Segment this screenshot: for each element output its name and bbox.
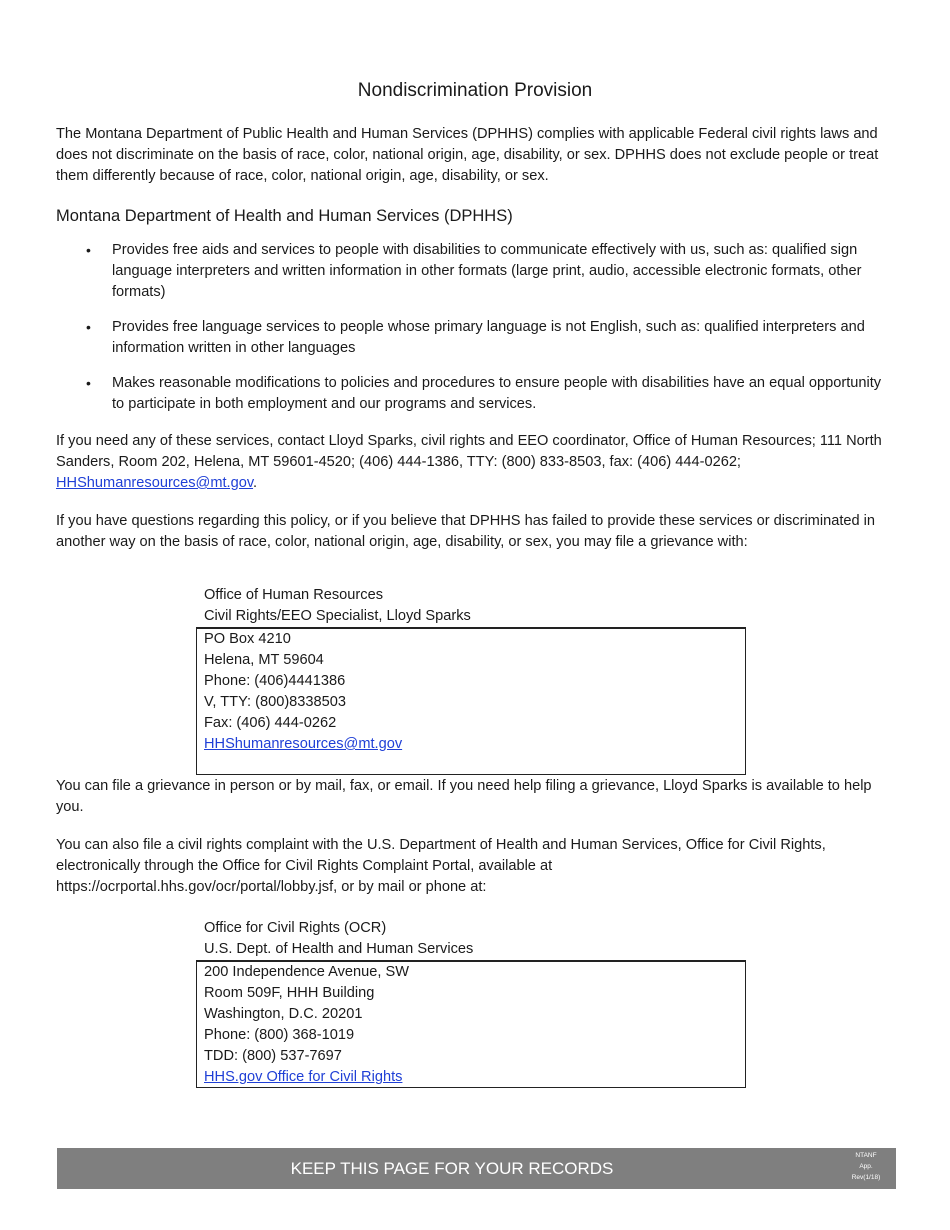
ocr-office-address-box bbox=[196, 960, 746, 1088]
tdd-line: TDD: (800) 537-7697 bbox=[204, 1048, 342, 1064]
file-grievance-paragraph: You can file a grievance in person or by mail, fax, or email. If you need help filing a grievance, Lloyd Sparks is available to help you. bbox=[56, 778, 872, 815]
address-line: Room 509F, HHH Building bbox=[204, 985, 375, 1001]
footer-banner bbox=[57, 1148, 896, 1189]
hr-office-header bbox=[204, 585, 471, 627]
ocr-office-header bbox=[204, 918, 473, 960]
list-item-text: Makes reasonable modifications to policies and procedures to ensure people with disabilities have an equal opportunity to participate in both employment and our programs and services. bbox=[112, 375, 882, 412]
form-code-line: Rev(1/18) bbox=[851, 1174, 881, 1181]
contact-period: . bbox=[253, 475, 258, 491]
fax-line: Fax: (406) 444-0262 bbox=[204, 715, 337, 731]
contact-paragraph bbox=[56, 431, 890, 494]
list-item-text: Provides free aids and services to people with disabilities to communicate effectively with us, such as: qualified sign language interpreters and written information in other formats (large print, audio, accessible electronic formats, other formats) bbox=[112, 242, 862, 300]
ocr-office-name: Office for Civil Rights (OCR) bbox=[204, 920, 387, 936]
questions-paragraph: If you have questions regarding this policy, or if you believe that DPHHS has failed to provide these services or discriminated in another way on the basis of race, color, national origin, age, disability, or sex, you may file a grievance with: bbox=[56, 513, 876, 550]
ocr-office-dept: U.S. Dept. of Health and Human Services bbox=[204, 941, 474, 957]
services-list bbox=[56, 240, 890, 429]
ocr-paragraph bbox=[56, 835, 890, 898]
bullet-icon: • bbox=[86, 242, 91, 258]
hr-office-contact: Civil Rights/EEO Specialist, Lloyd Sparks bbox=[204, 608, 471, 624]
bullet-icon: • bbox=[86, 319, 91, 335]
address-line: Helena, MT 59604 bbox=[204, 652, 324, 668]
contact-email-link[interactable]: HHShumanresources@mt.gov bbox=[56, 475, 254, 491]
list-item bbox=[56, 317, 890, 359]
ocr-portal-url: https://ocrportal.hhs.gov/ocr/portal/lobby.jsf, or by mail or phone at: bbox=[56, 879, 487, 895]
hr-office-address-box bbox=[196, 627, 746, 775]
footer-text: KEEP THIS PAGE FOR YOUR RECORDS bbox=[290, 1159, 614, 1178]
address-line: 200 Independence Avenue, SW bbox=[204, 964, 410, 980]
ocr-website-link[interactable]: HHS.gov Office for Civil Rights bbox=[204, 1069, 403, 1085]
form-code-line: App. bbox=[859, 1163, 873, 1170]
phone-line: Phone: (406)4441386 bbox=[204, 673, 346, 689]
address-line: PO Box 4210 bbox=[204, 631, 291, 647]
list-item-text: Provides free language services to people whose primary language is not English, such as: qualified interpreters and information written in other languages bbox=[112, 319, 865, 356]
intro-paragraph: The Montana Department of Public Health and Human Services (DPHHS) complies with applicable Federal civil rights laws and does not discriminate on the basis of race, color, national origin, age, disability, or sex. DPHHS does not exclude people or treat them differently because of race, color, national origin, age, disability, or sex. bbox=[56, 126, 879, 184]
hr-email-link[interactable]: HHShumanresources@mt.gov bbox=[204, 736, 403, 752]
list-item bbox=[56, 373, 890, 415]
contact-text: If you need any of these services, contact Lloyd Sparks, civil rights and EEO coordinator, Office of Human Resources; 111 North Sanders, Room 202, Helena, MT 59601-4520; (406) 444-1386, TTY: (800) 833-8503, fax: (406) 444-0262; bbox=[56, 433, 882, 470]
form-code-line: NTANF bbox=[855, 1152, 877, 1159]
hr-office-name: Office of Human Resources bbox=[204, 587, 383, 603]
page-title: Nondiscrimination Provision bbox=[357, 80, 593, 101]
section-heading: Montana Department of Health and Human Services (DPHHS) bbox=[56, 207, 513, 225]
address-line: Washington, D.C. 20201 bbox=[204, 1006, 363, 1022]
list-item bbox=[56, 240, 890, 303]
form-code bbox=[846, 1150, 886, 1183]
ocr-paragraph-text: You can also file a civil rights complaint with the U.S. Department of Health and Human Services, Office for Civil Rights, electronically through the Office for Civil Rights Complaint Portal, available at bbox=[56, 837, 826, 874]
tty-line: V, TTY: (800)8338503 bbox=[204, 694, 346, 710]
phone-line: Phone: (800) 368-1019 bbox=[204, 1027, 355, 1043]
bullet-icon: • bbox=[86, 375, 91, 391]
